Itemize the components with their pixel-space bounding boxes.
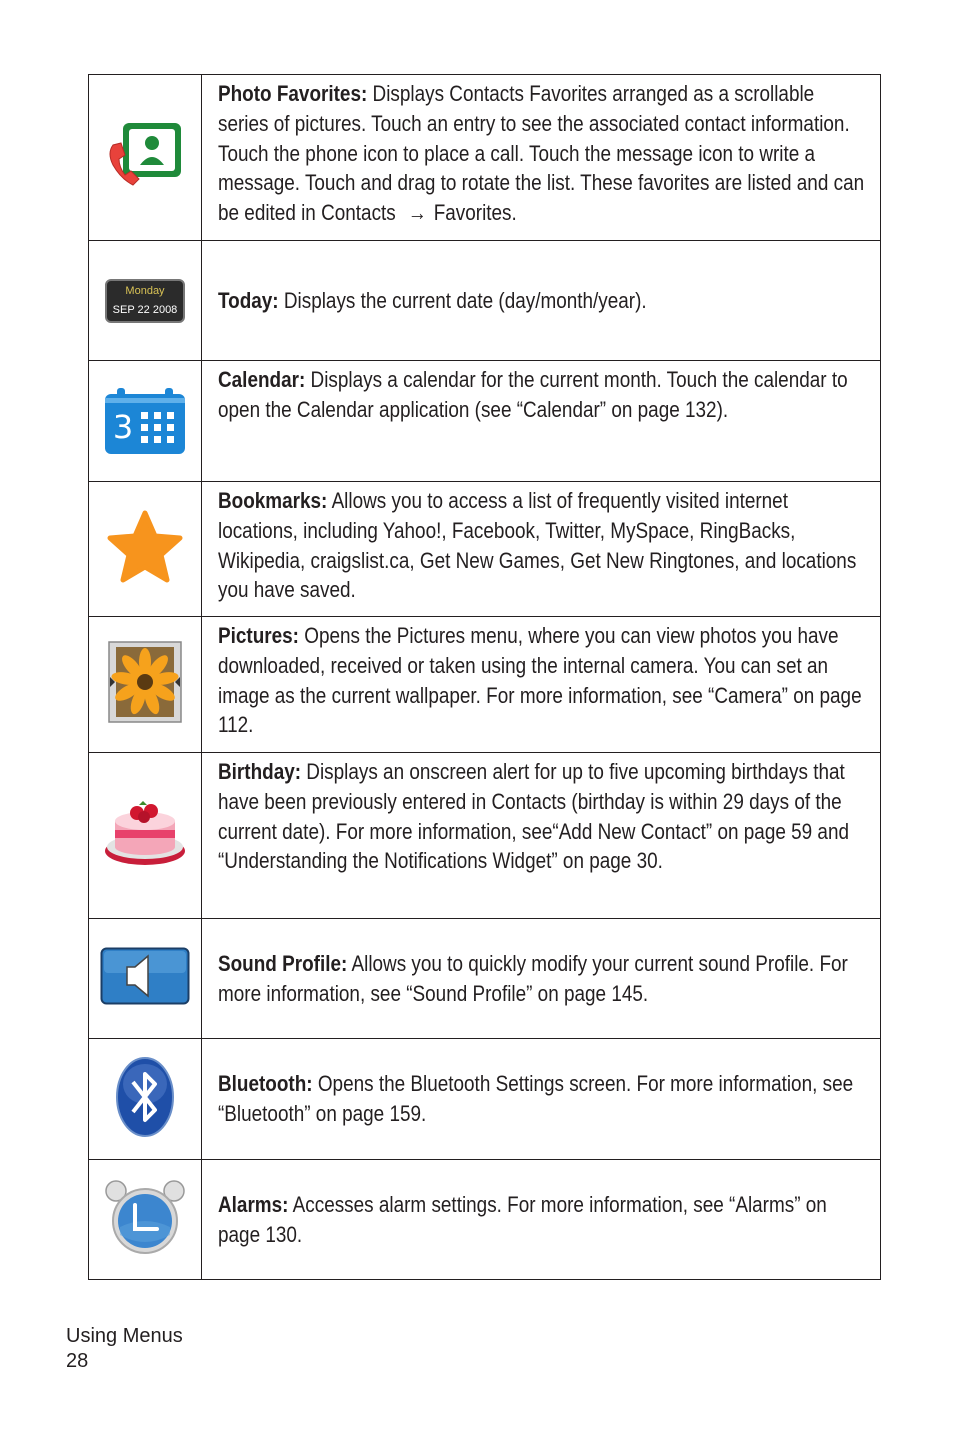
today-icon-date: SEP 22 2008 (112, 303, 178, 316)
row-text: Opens the Bluetooth Settings screen. For more information, see “Bluetooth” on page 159. (218, 1071, 854, 1126)
row-text: Displays Contacts Favorites arranged as a scrollable series of pictures. Touch an entry to see the associated contact information. Touch the phone icon to place a call. Touch the message icon to write a message. Touch and drag to rotate the list. These favorites are listed and can be edited in Contacts (218, 81, 865, 226)
cake-icon (103, 797, 187, 874)
footer-page-number: 28 (66, 1350, 89, 1372)
pictures-description (202, 617, 881, 753)
row-tail: Favorites. (433, 200, 517, 226)
row-text: Accesses alarm settings. For more information, see “Alarms” on page 130. (218, 1191, 827, 1247)
row-title: Birthday: (218, 759, 302, 784)
table-row (89, 482, 881, 617)
table-row (89, 75, 881, 241)
row-text: Displays the current date (day/month/year). (278, 287, 647, 313)
table-row (89, 617, 881, 753)
table-row (89, 361, 881, 482)
calendar-icon (105, 388, 185, 454)
alarm-clock-icon (104, 1179, 186, 1260)
calendar-day-number: 3 (112, 408, 134, 446)
table-row (89, 241, 881, 361)
sound-profile-description (202, 919, 881, 1039)
row-text: Allows you to access a list of frequently visited internet locations, including Yahoo!, Facebook, Twitter, MySpace, RingBacks, Wikipedia, craigslist.ca, Get New Games, Get New Ringtones, and locations you have saved. (218, 488, 857, 603)
bookmarks-description (202, 482, 881, 617)
icon-cell (89, 361, 202, 482)
row-title: Pictures: (218, 623, 299, 648)
icon-cell (89, 919, 202, 1039)
row-title: Photo Favorites: (218, 81, 368, 106)
row-text: Displays a calendar for the current month. Touch the calendar to open the Calendar application (see “Calendar” on page 132). (218, 367, 848, 422)
row-title: Today: (218, 287, 279, 313)
icon-cell (89, 241, 202, 361)
arrow-icon: → (407, 200, 427, 226)
row-title: Alarms: (218, 1191, 289, 1217)
widgets-table (88, 74, 881, 1280)
photo-favorites-icon (103, 119, 187, 196)
row-text: Displays an onscreen alert for up to five upcoming birthdays that have been previously entered in Contacts (birthday is within 29 days of the current date). For more information, see“Add New Contact” on page 59 and “Understanding the Notifications Widget” on page 30. (218, 759, 849, 874)
footer-section: Using Menus (66, 1325, 183, 1347)
star-icon (106, 510, 184, 589)
row-text: Opens the Pictures menu, where you can view photos you have downloaded, received or taken using the internal camera. You can set an image as the current wallpaper. For more information, see “Camera” on page 112. (218, 623, 862, 738)
pictures-icon (108, 641, 182, 728)
icon-cell (89, 617, 202, 753)
today-icon-day: Monday (125, 284, 165, 297)
photo-favorites-description (202, 75, 881, 241)
table-row (89, 1160, 881, 1280)
row-title: Sound Profile: (218, 950, 348, 976)
speaker-icon (100, 947, 190, 1010)
table-row (89, 1039, 881, 1160)
row-title: Bluetooth: (218, 1071, 313, 1097)
icon-cell (89, 1160, 202, 1280)
today-icon (105, 279, 185, 323)
table-row (89, 753, 881, 919)
icon-cell (89, 75, 202, 241)
calendar-description (202, 361, 881, 482)
row-title: Bookmarks: (218, 488, 328, 513)
page-footer (66, 1324, 183, 1374)
row-text: Allows you to quickly modify your current sound Profile. For more information, see “Sound Profile” on page 145. (218, 950, 848, 1006)
bluetooth-description (202, 1039, 881, 1160)
icon-cell (89, 753, 202, 919)
row-title: Calendar: (218, 367, 306, 392)
alarms-description (202, 1160, 881, 1280)
icon-cell (89, 482, 202, 617)
birthday-description (202, 753, 881, 919)
table-row (89, 919, 881, 1039)
icon-cell (89, 1039, 202, 1160)
bluetooth-icon (115, 1056, 175, 1143)
today-description (202, 241, 881, 361)
